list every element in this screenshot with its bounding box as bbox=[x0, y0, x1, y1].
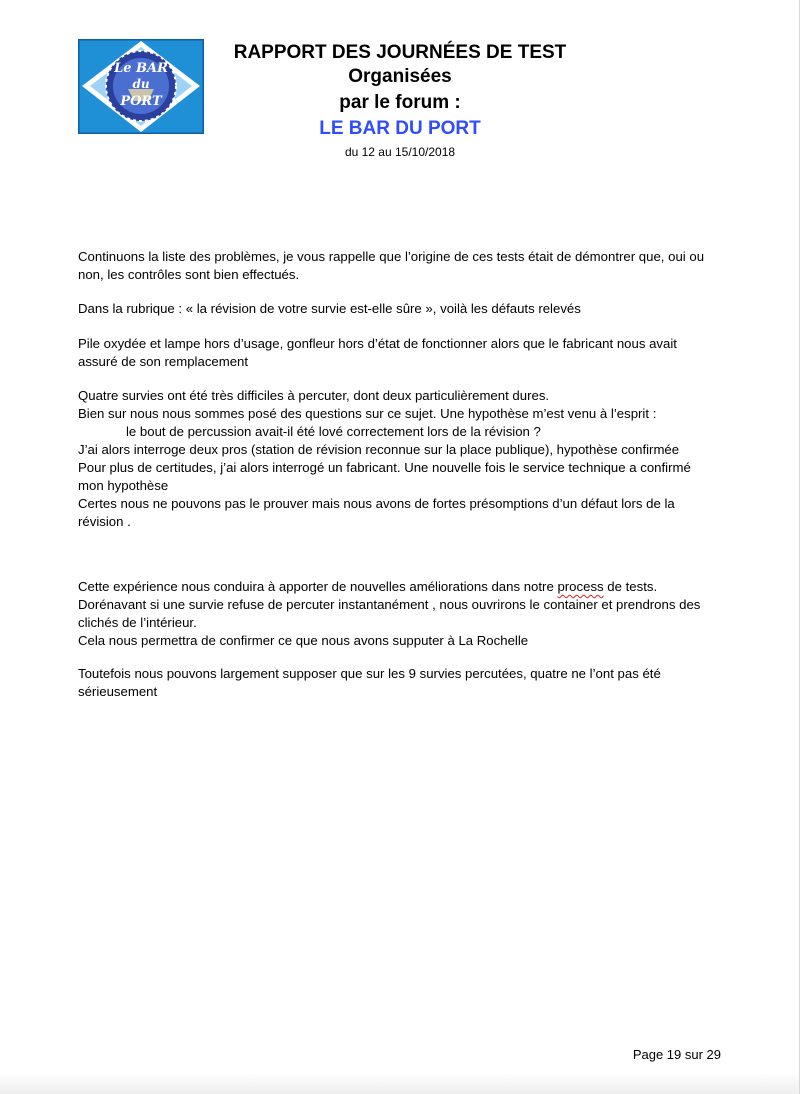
bar-du-port-logo bbox=[78, 39, 204, 134]
logo-text-line3: PORT bbox=[120, 94, 162, 109]
report-subtitle-line2: par le forum : bbox=[339, 92, 461, 113]
paragraph-4-line5: Certes nous ne pouvons pas le prouver mais nous avons de fortes présomptions d’un défaut lors de la révision . bbox=[78, 496, 675, 529]
report-title: RAPPORT DES JOURNÉES DE TEST bbox=[233, 42, 567, 63]
paragraph-1: Continuons la liste des problèmes, je vous rappelle que l’origine de ces tests était de démontrer que, oui ou non, les contrôles sont bien effectués. bbox=[78, 249, 705, 282]
page-number: Page 19 sur 29 bbox=[632, 1047, 721, 1062]
spellcheck-flagged-word[interactable]: process bbox=[557, 579, 604, 594]
paragraph-intro bbox=[78, 248, 718, 284]
paragraph-5-after: de tests. Dorénavant si une survie refuse de percuter instantanément , nous ouvrirons le container et prendrons des clichés de l’intérieur. bbox=[78, 579, 701, 630]
paragraph-4-line1: Quatre survies ont été très difficiles à percuter, dont deux particulièrement dures. bbox=[78, 388, 550, 403]
paragraph-4-indent: le bout de percussion avait-il été lové correctement lors de la révision ? bbox=[126, 424, 541, 439]
logo-graphic bbox=[78, 39, 204, 134]
paragraph-3: Pile oxydée et lampe hors d’usage, gonfleur hors d’état de fonctionner alors que le fabricant nous avait assuré de son remplacement bbox=[78, 336, 677, 369]
paragraph-improvements bbox=[78, 578, 718, 650]
paragraph-2: Dans la rubrique : « la révision de votre survie est-elle sûre », voilà les défauts relevés bbox=[78, 301, 581, 316]
paragraph-5-before: Cette expérience nous conduira à apporter de nouvelles améliorations dans notre bbox=[78, 579, 558, 594]
page-bottom-shadow bbox=[0, 1072, 799, 1094]
paragraph-4-line2: Bien sur nous nous sommes posé des questions sur ce sujet. Une hypothèse m’est venu à l’esprit : bbox=[78, 406, 657, 421]
paragraph-4-line4: Pour plus de certitudes, j’ai alors interrogé un fabricant. Une nouvelle fois le service technique a confirmé mon hypothèse bbox=[78, 460, 691, 493]
forum-name: LE BAR DU PORT bbox=[319, 118, 481, 139]
paragraph-6: Toutefois nous pouvons largement supposer que sur les 9 survies percutées, quatre ne l’ont pas été sérieusement bbox=[78, 666, 661, 699]
logo-text-line2: du bbox=[132, 77, 150, 91]
paragraph-5-line2: Cela nous permettra de confirmer ce que nous avons supputer à La Rochelle bbox=[78, 633, 529, 648]
logo-text-line1: Le BAR bbox=[114, 61, 168, 76]
paragraph-5 bbox=[78, 578, 718, 632]
paragraph-rubrique bbox=[78, 300, 718, 318]
paragraph-percussion bbox=[78, 387, 718, 531]
report-subtitle-line1: Organisées bbox=[348, 66, 452, 87]
paragraph-4-line3: J’ai alors interroge deux pros (station de révision reconnue sur la place publique), hypothèse confirmée bbox=[78, 442, 680, 457]
paragraph-conclusion bbox=[78, 665, 718, 701]
paragraph-defects bbox=[78, 335, 718, 371]
report-dates: du 12 au 15/10/2018 bbox=[344, 145, 456, 159]
